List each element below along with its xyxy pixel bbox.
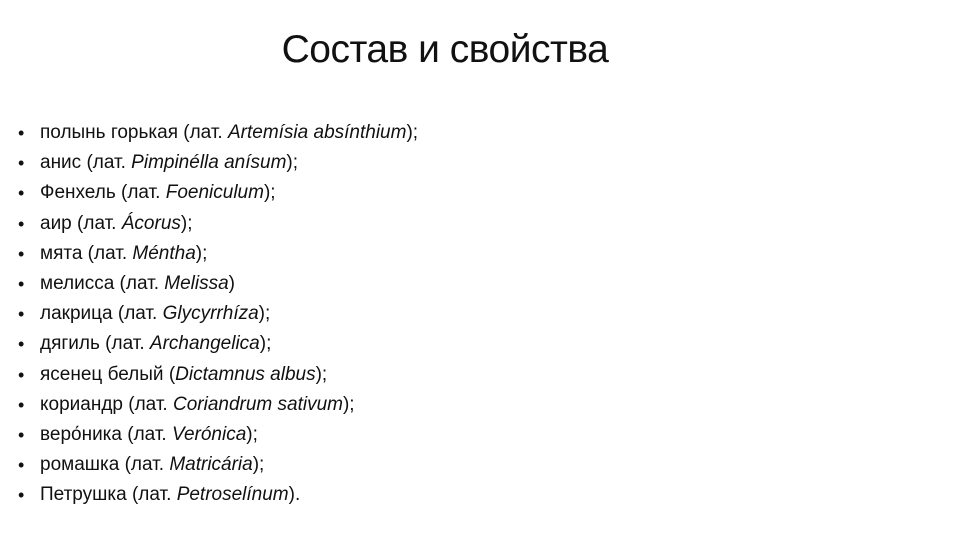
bullet-icon: •	[18, 213, 25, 234]
latin-name: Melissa	[164, 272, 229, 294]
item-suffix: );	[286, 152, 299, 174]
list-item	[18, 420, 918, 450]
herb-list	[18, 118, 918, 510]
latin-name: Méntha	[132, 242, 196, 264]
bullet-icon: •	[18, 485, 25, 506]
latin-name: Dictamnus albus	[175, 363, 316, 385]
latin-name: Pimpinélla anísum	[131, 152, 287, 174]
bullet-icon: •	[18, 334, 25, 355]
item-suffix: );	[259, 333, 272, 355]
bullet-icon: •	[18, 304, 25, 325]
item-suffix: );	[246, 423, 258, 445]
item-suffix: );	[252, 454, 265, 476]
item-text: лакрица (лат.	[40, 303, 163, 325]
latin-name: Ácorus	[121, 212, 181, 234]
item-suffix: );	[406, 122, 419, 143]
item-text: анис (лат.	[40, 152, 132, 174]
item-text: ясенец белый (	[40, 363, 176, 385]
bullet-icon: •	[18, 243, 25, 264]
list-item	[18, 239, 918, 269]
item-text: ромашка (лат.	[40, 454, 170, 476]
item-text: мелисса (лат.	[40, 272, 165, 294]
bullet-icon: •	[18, 364, 25, 385]
item-suffix: );	[258, 303, 271, 325]
item-text: Фенхель (лат.	[40, 182, 166, 204]
bullet-icon: •	[18, 153, 25, 174]
bullet-icon: •	[18, 455, 25, 476]
latin-name: Artemísia absínthium	[227, 122, 407, 143]
item-suffix: );	[263, 182, 276, 204]
slide-title: Состав и свойства	[281, 28, 609, 71]
item-text: аир (лат.	[40, 212, 122, 234]
list-item	[18, 148, 918, 178]
list-item	[18, 329, 918, 359]
item-suffix: );	[195, 242, 208, 264]
list-item	[18, 390, 918, 420]
latin-name: Glycyrrhíza	[162, 303, 259, 325]
latin-name: Petroselínum	[176, 484, 289, 506]
item-text: дягиль (лат.	[40, 333, 150, 355]
item-suffix: );	[180, 212, 193, 234]
latin-name: Archangelica	[149, 333, 260, 355]
item-suffix: );	[342, 393, 355, 415]
item-suffix: );	[315, 363, 328, 385]
list-item	[18, 480, 918, 510]
bullet-icon: •	[18, 183, 25, 204]
item-text: полынь горькая (лат.	[40, 122, 228, 143]
list-item	[18, 178, 918, 208]
latin-name: Matricária	[169, 454, 253, 476]
latin-name: Foeniculum	[165, 182, 264, 204]
item-suffix: ).	[288, 484, 301, 506]
bullet-icon: •	[18, 424, 25, 445]
list-item	[18, 360, 918, 390]
list-item	[18, 450, 918, 480]
bullet-icon: •	[18, 123, 25, 143]
list-item	[18, 269, 918, 299]
item-suffix: )	[228, 272, 235, 294]
item-text: кориандр (лат.	[40, 393, 173, 415]
bullet-icon: •	[18, 273, 25, 294]
item-text: мята (лат.	[40, 242, 133, 264]
list-item	[18, 299, 918, 329]
latin-name: Verónica	[171, 423, 247, 445]
item-text: веро́ника (лат.	[40, 423, 172, 445]
list-item	[18, 209, 918, 239]
list-item	[18, 118, 918, 148]
bullet-icon: •	[18, 394, 25, 415]
latin-name: Coriandrum sativum	[172, 393, 343, 415]
item-text: Петрушка (лат.	[40, 484, 177, 506]
